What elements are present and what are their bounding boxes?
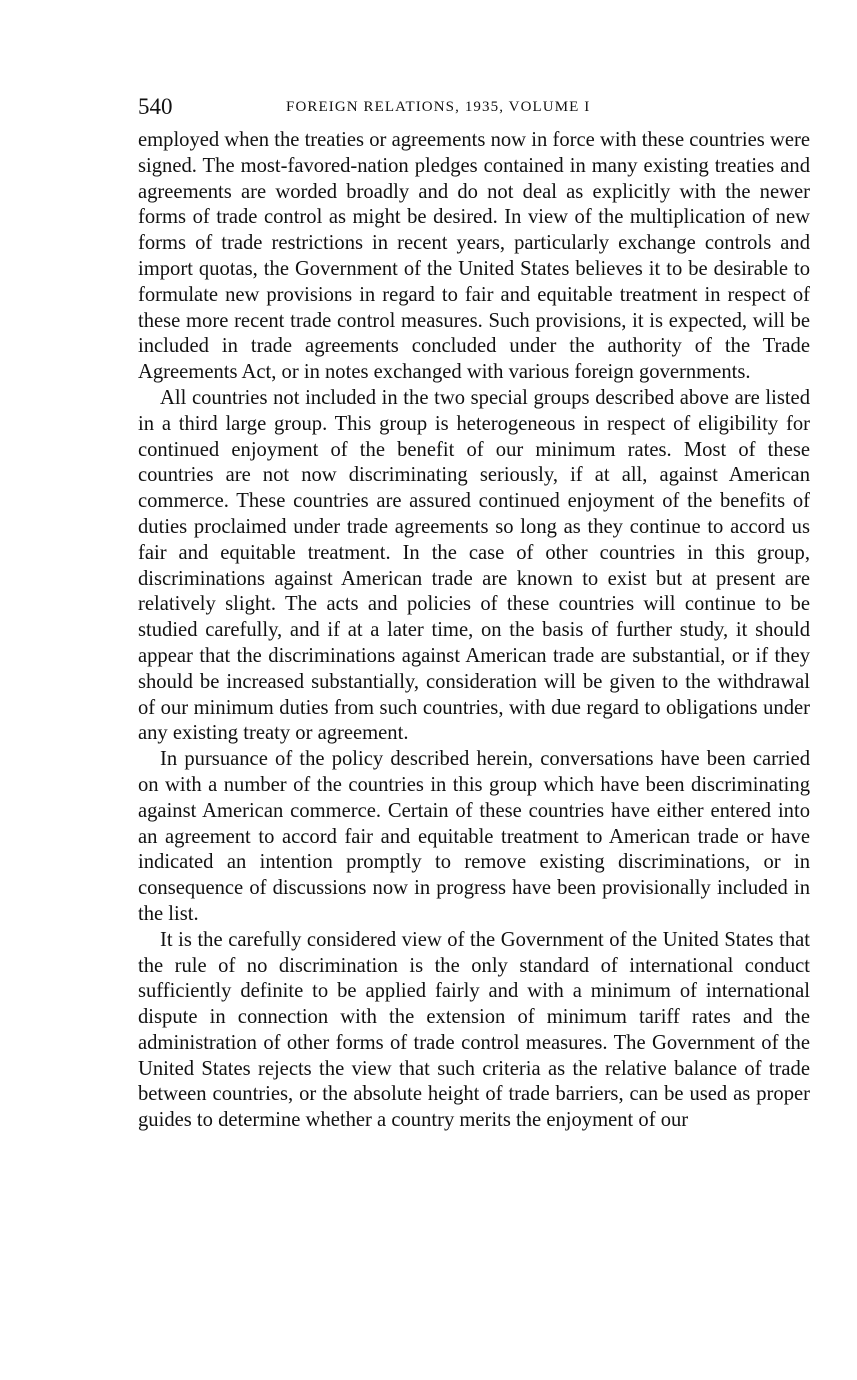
running-header [138,90,810,124]
paragraph: All countries not included in the two special groups described above are listed in a third large group. This group is heterogeneous in respect of eligibility for continued enjoyment of the benefit of our minimum rates. Most of these countries are not now discriminating seriously, if at all, against American commerce. These countries are assured continued enjoyment of the benefits of duties proclaimed under trade agreements so long as they continue to accord us fair and equitable treatment. In the case of other countries in this group, discriminations against American trade are known to exist but at present are relatively slight. The acts and policies of these countries will continue to be studied carefully, and if at a later time, on the basis of further study, it should appear that the discriminations against American trade are substantial, or if they should be increased substantially, consideration will be given to the withdrawal of our minimum duties from such countries, with due regard to obligations under any existing treaty or agreement. [138,386,810,745]
body-text [138,128,810,1134]
paragraph: It is the carefully considered view of the Government of the United States that the rule of no discrimination is the only standard of international conduct sufficiently definite to be applied fairly and with a minimum of international dispute in connection with the extension of minimum tariff rates and the administration of other forms of trade control measures. The Government of the United States rejects the view that such criteria as the relative balance of trade between countries, or the absolute height of trade barriers, can be used as proper guides to determine whether a country merits the enjoyment of our [138,928,810,1132]
document-page [138,90,810,1134]
paragraph: In pursuance of the policy described herein, conversations have been carried on with a number of the countries in this group which have been discriminating against American commerce. Certain of these countries have either entered into an agreement to accord fair and equitable treatment to American trade or have indicated an intention promptly to remove existing discriminations, or in consequence of discussions now in progress have been provisionally included in the list. [138,748,810,925]
paragraph-continued: employed when the treaties or agreements now in force with these countries were signed. The most-favored-nation pledges contained in many existing treaties and agreements are worded broadly and do not deal as explicitly with the newer forms of trade control as might be desired. In view of the multiplication of new forms of trade restrictions in recent years, particularly exchange controls and import quotas, the Government of the United States believes it to be desirable to formulate new provisions in regard to fair and equitable treatment in respect of these more recent trade control measures. Such provisions, it is expected, will be included in trade agreements concluded under the authority of the Trade Agreements Act, or in notes exchanged with various foreign governments. [138,129,810,384]
page-number: 540 [138,94,173,119]
running-title: FOREIGN RELATIONS, 1935, VOLUME I [286,99,591,115]
